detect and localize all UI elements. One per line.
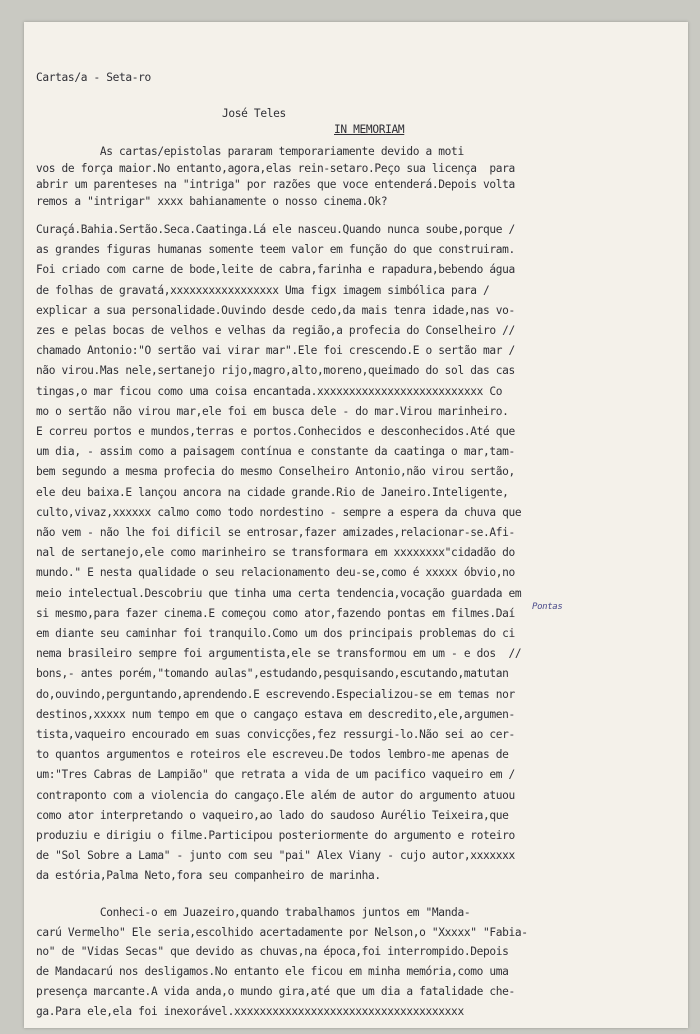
handwritten-note: Pontas: [532, 602, 563, 612]
text-line: culto,vivaz,xxxxxx calmo como todo nordestino - sempre a espera da chuva que: [36, 505, 522, 519]
text-line: tingas,o mar ficou como uma coisa encantada.xxxxxxxxxxxxxxxxxxxxxxxxxx Co: [36, 384, 503, 398]
text-line: um:"Tres Cabras de Lampião" que retrata a vida de um pacifico vaqueiro em /: [36, 768, 515, 782]
text-line: meio intelectual.Descobriu que tinha uma certa tendencia,vocação guardada em: [36, 586, 522, 600]
text-line: ele deu baixa.E lançou ancora na cidade grande.Rio de Janeiro.Inteligente,: [36, 485, 509, 499]
text-line: tista,vaqueiro encourado em suas convicções,fez ressurgi-lo.Não sei ao cer-: [36, 728, 515, 741]
text-line: vos de força maior.No entanto,agora,elas rein-setaro.Peço sua licença para: [36, 161, 515, 175]
text-line: bons,- antes porém,"tomando aulas",estudando,pesquisando,escutando,matutan: [36, 667, 509, 681]
text-line: nema brasileiro sempre foi argumentista,ele se transformou em um - e dos //: [36, 647, 522, 661]
text-line: E correu portos e mundos,terras e portos.Conhecidos e desconhecidos.Até que: [36, 425, 515, 438]
text-line: do,ouvindo,perguntando,aprendendo.E escrevendo.Especializou-se em temas nor: [36, 687, 515, 701]
text-line: de Mandacarú nos desligamos.No entanto ele ficou em minha memória,como uma: [36, 965, 509, 979]
text-line: mundo." E nesta qualidade o seu relacionamento deu-se,como é xxxxx óbvio,no: [36, 566, 515, 580]
text-line: de folhas de gravatá,xxxxxxxxxxxxxxxxx Uma figx imagem simbólica para /: [36, 283, 490, 297]
text-line: da estória,Palma Neto,fora seu companheiro de marinha.: [36, 869, 381, 883]
text-line: carú Vermelho" Ele seria,escolhido acertadamente por Nelson,o "Xxxxx" "Fabia-: [36, 925, 528, 939]
document-header: Cartas/a - Seta-ro: [36, 71, 151, 84]
text-line: As cartas/epistolas pararam temporariamente devido a moti: [36, 145, 464, 158]
text-line: Foi criado com carne de bode,leite de cabra,farinha e rapadura,bebendo água: [36, 263, 515, 277]
text-line: nal de sertanejo,ele como marinheiro se transformara em xxxxxxxx"cidadão do: [36, 546, 515, 560]
text-line: chamado Antonio:"O sertão vai virar mar".Ele foi crescendo.E o sertão mar /: [36, 344, 515, 358]
text-line: bem segundo a mesma profecia do mesmo Conselheiro Antonio,não virou sertão,: [36, 465, 515, 479]
author-name: José Teles: [222, 107, 286, 120]
text-line: destinos,xxxxx num tempo em que o cangaço estava em descredito,ele,argumen-: [36, 707, 515, 721]
text-line: as grandes figuras humanas somente teem valor em função do que construiram.: [36, 243, 515, 257]
text-line: explicar a sua personalidade.Ouvindo desde cedo,da mais tenra idade,nas vo-: [36, 303, 515, 317]
text-line: si mesmo,para fazer cinema.E começou como ator,fazendo pontas em filmes.Daí: [36, 606, 515, 620]
text-line: como ator interpretando o vaqueiro,ao lado do saudoso Aurélio Teixeira,que: [36, 808, 509, 822]
text-line: remos a "intrigar" xxxx bahianamente o nosso cinema.Ok?: [36, 194, 388, 208]
text-line: abrir um parenteses na "intriga" por razões que voce entenderá.Depois volta: [36, 178, 515, 191]
text-line: ga.Para ele,ela foi inexorável.xxxxxxxxxxxxxxxxxxxxxxxxxxxxxxxxxxxx: [36, 1004, 464, 1018]
typewritten-page: [24, 22, 688, 1028]
text-line: to quantos argumentos e roteiros ele escreveu.De todos lembro-me apenas de: [36, 748, 509, 762]
text-line: zes e pelas bocas de velhos e velhas da região,a profecia do Conselheiro //: [36, 324, 515, 337]
text-line: presença marcante.A vida anda,o mundo gira,até que um dia a fatalidade che-: [36, 984, 515, 998]
text-line: um dia, - assim como a paisagem contínua e constante da caatinga o mar,tam-: [36, 445, 515, 459]
text-line: no" de "Vidas Secas" que devido as chuvas,na época,foi interrompido.Depois: [36, 945, 509, 959]
text-line: mo o sertão não virou mar,ele foi em busca dele - do mar.Virou marinheiro.: [36, 404, 509, 418]
document-subtitle: IN MEMORIAM: [334, 123, 405, 136]
text-line: de "Sol Sobre a Lama" - junto com seu "pai" Alex Viany - cujo autor,xxxxxxx: [36, 849, 515, 863]
text-line: Conheci-o em Juazeiro,quando trabalhamos juntos em "Manda-: [36, 906, 471, 919]
text-line: não vem - não lhe foi dificil se entrosar,fazer amizades,relacionar-se.Afi-: [36, 526, 515, 539]
text-line: produziu e dirigiu o filme.Participou posteriormente do argumento e roteiro: [36, 829, 515, 842]
text-line: Curaçá.Bahia.Sertão.Seca.Caatinga.Lá ele nasceu.Quando nunca soube,porque /: [36, 223, 515, 236]
text-line: não virou.Mas nele,sertanejo rijo,magro,alto,moreno,queimado do sol das cas: [36, 364, 515, 378]
text-line: em diante seu caminhar foi tranquilo.Como um dos principais problemas do ci: [36, 627, 515, 640]
text-line: contraponto com a violencia do cangaço.Ele além de autor do argumento atuou: [36, 788, 515, 802]
